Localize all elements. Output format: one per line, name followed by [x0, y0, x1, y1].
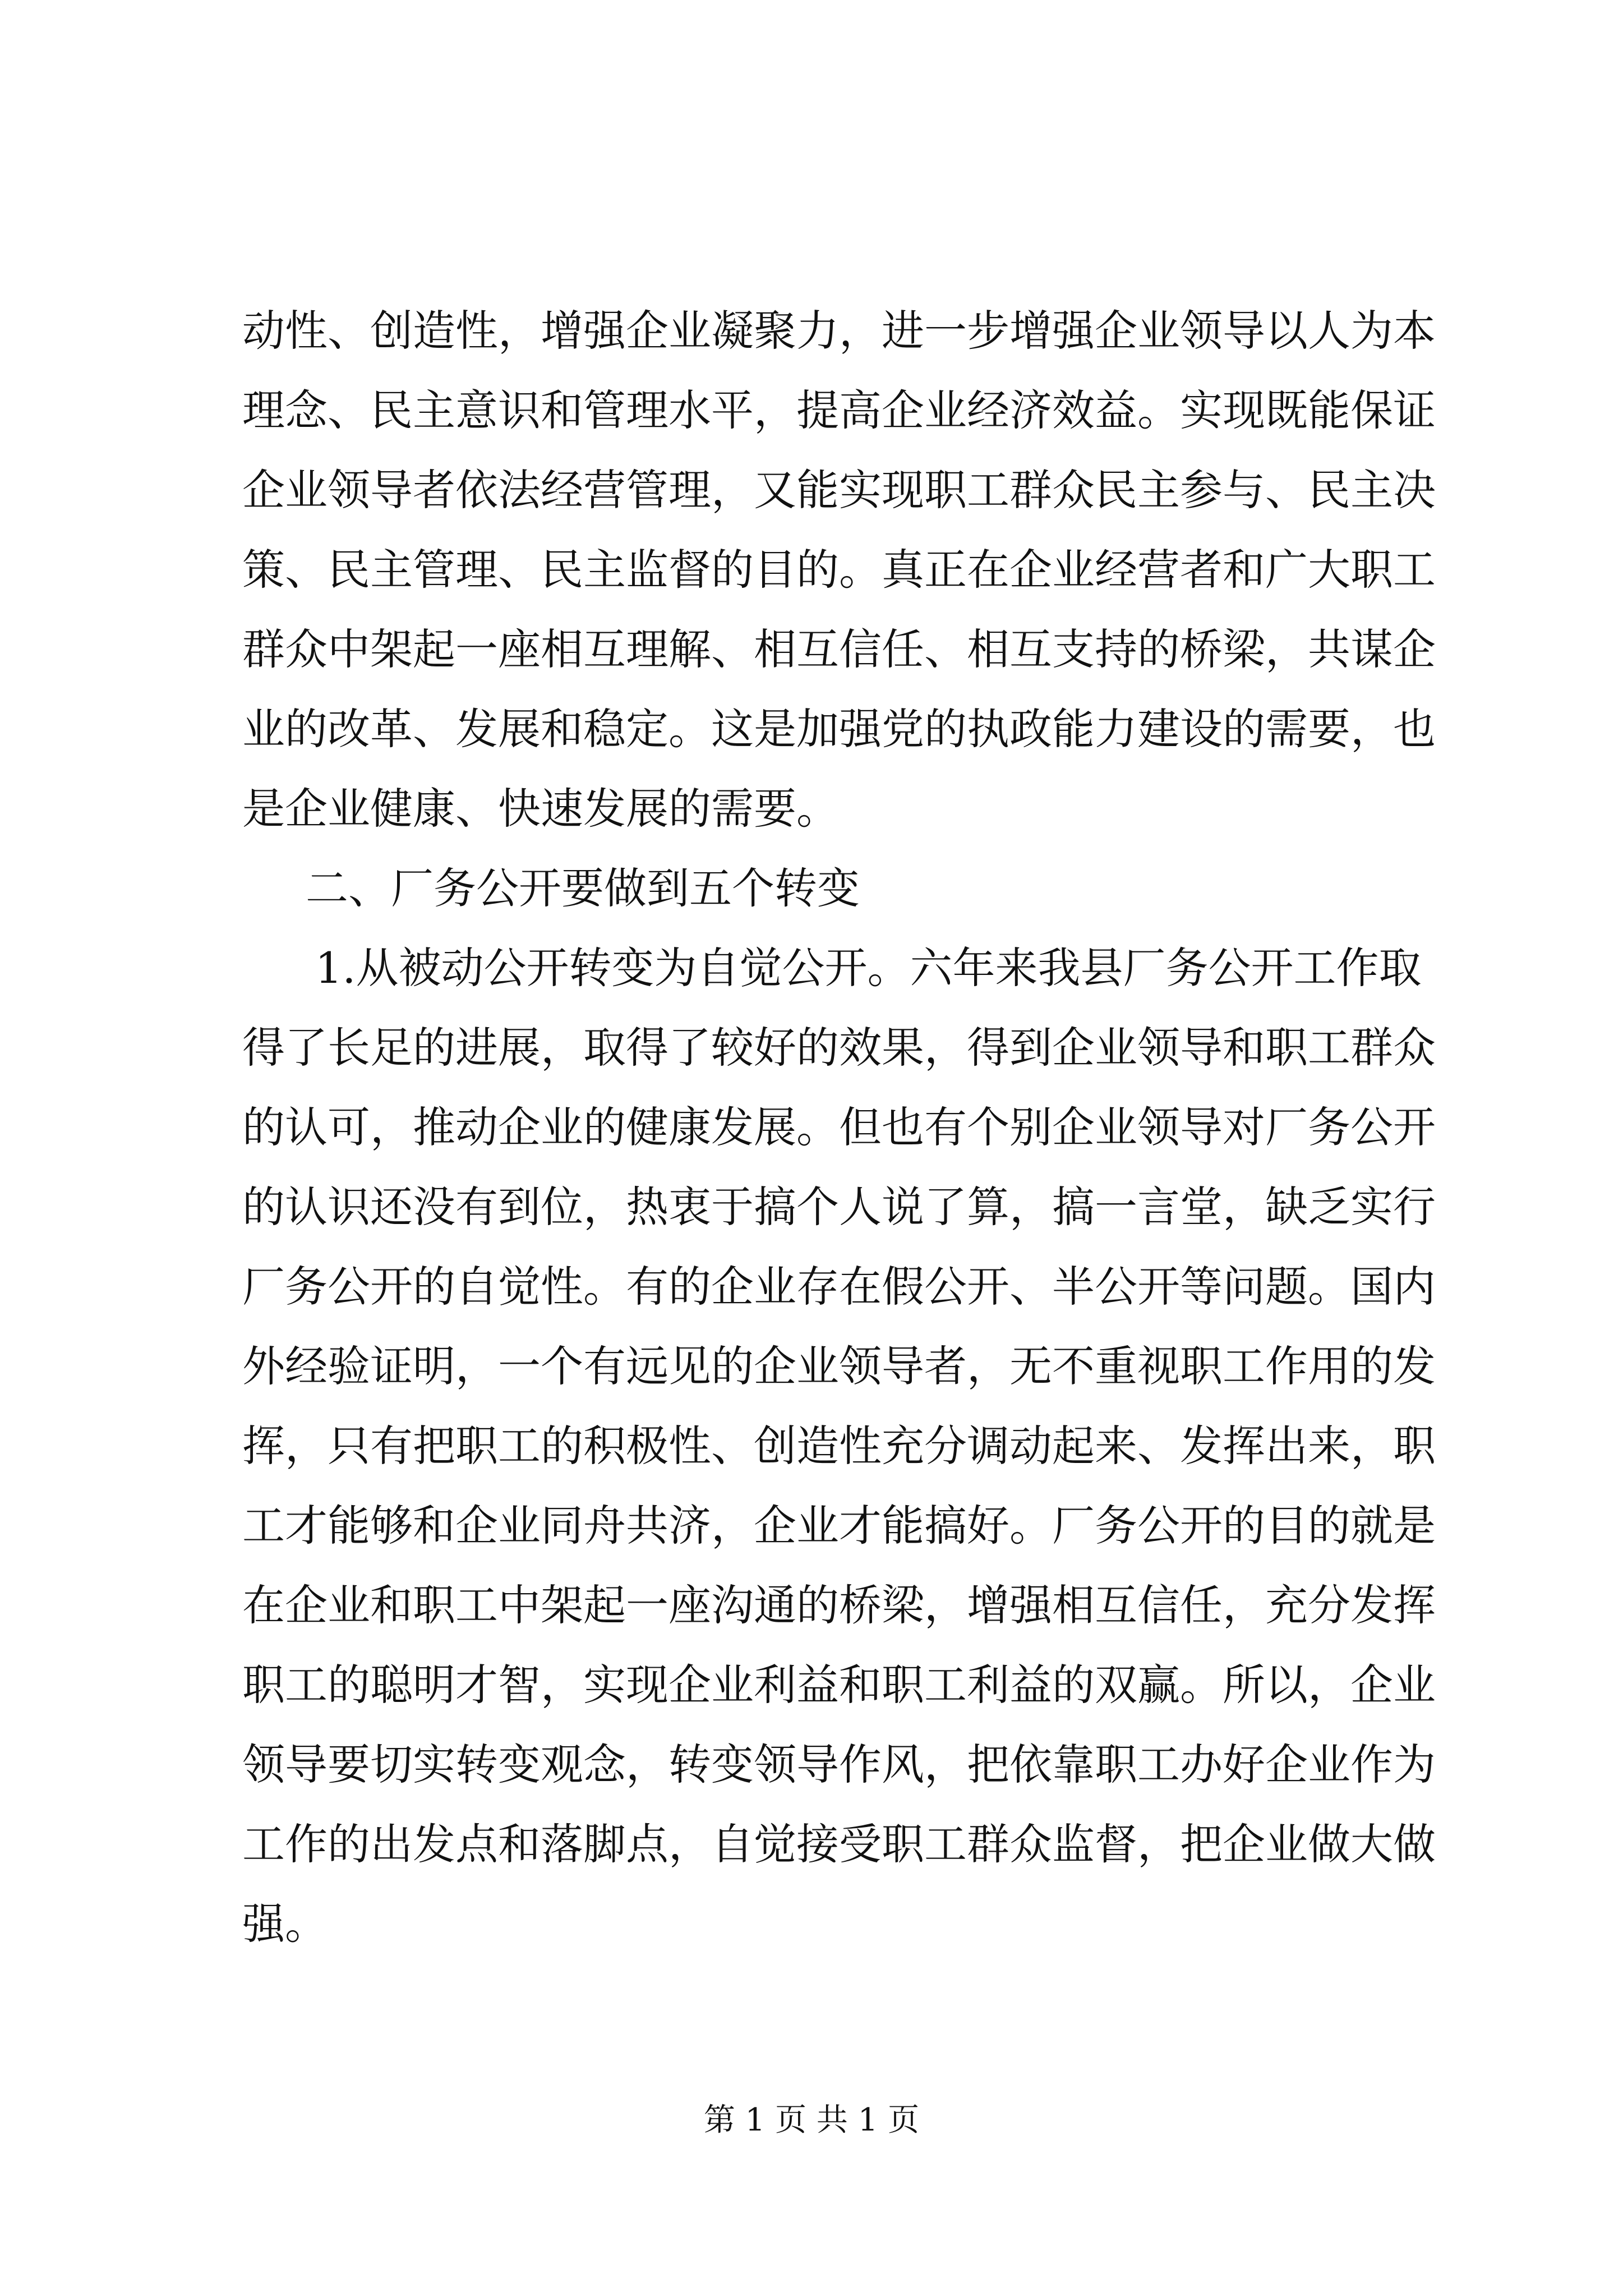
paragraph-line: 1.从被动公开转变为自觉公开。六年来我县厂务公开工作取	[315, 943, 1422, 993]
paragraph-line: 策、民主管理、民主监督的目的。真正在企业经营者和广大职工	[242, 545, 1436, 595]
paragraph-line: 领导要切实转变观念，转变领导作风，把依靠职工办好企业作为	[242, 1740, 1436, 1789]
paragraph-line: 的认识还没有到位，热衷于搞个人说了算，搞一言堂，缺乏实行	[242, 1182, 1436, 1232]
paragraph-line: 理念、民主意识和管理水平，提高企业经济效益。实现既能保证	[242, 385, 1436, 435]
paragraph-line: 外经验证明，一个有远见的企业领导者，无不重视职工作用的发	[242, 1341, 1436, 1391]
paragraph-line: 得了长足的进展，取得了较好的效果，得到企业领导和职工群众	[242, 1023, 1436, 1073]
section-heading: 二、厂务公开要做到五个转变	[306, 863, 860, 913]
paragraph-line: 动性、创造性，增强企业凝聚力，进一步增强企业领导以人为本	[242, 306, 1436, 356]
paragraph-line: 业的改革、发展和稳定。这是加强党的执政能力建设的需要，也	[242, 704, 1436, 754]
paragraph-line: 挥，只有把职工的积极性、创造性充分调动起来、发挥出来，职	[242, 1421, 1436, 1471]
paragraph-line: 是企业健康、快速发展的需要。	[242, 784, 839, 834]
paragraph-line: 工才能够和企业同舟共济，企业才能搞好。厂务公开的目的就是	[242, 1501, 1436, 1550]
paragraph-line: 工作的出发点和落脚点，自觉接受职工群众监督，把企业做大做	[242, 1819, 1436, 1869]
paragraph-line: 厂务公开的自觉性。有的企业存在假公开、半公开等问题。国内	[242, 1262, 1436, 1312]
paragraph-line: 的认可，推动企业的健康发展。但也有个别企业领导对厂务公开	[242, 1102, 1436, 1152]
paragraph-line: 在企业和职工中架起一座沟通的桥梁，增强相互信任，充分发挥	[242, 1580, 1436, 1630]
paragraph-line: 企业领导者依法经营管理，又能实现职工群众民主参与、民主决	[242, 465, 1436, 515]
paragraph-line: 群众中架起一座相互理解、相互信任、相互支持的桥梁，共谋企	[242, 624, 1436, 674]
page-footer: 第 1 页 共 1 页	[703, 2102, 920, 2138]
paragraph-line: 强。	[242, 1899, 328, 1949]
paragraph-line: 职工的聪明才智，实现企业利益和职工利益的双赢。所以，企业	[242, 1660, 1436, 1710]
